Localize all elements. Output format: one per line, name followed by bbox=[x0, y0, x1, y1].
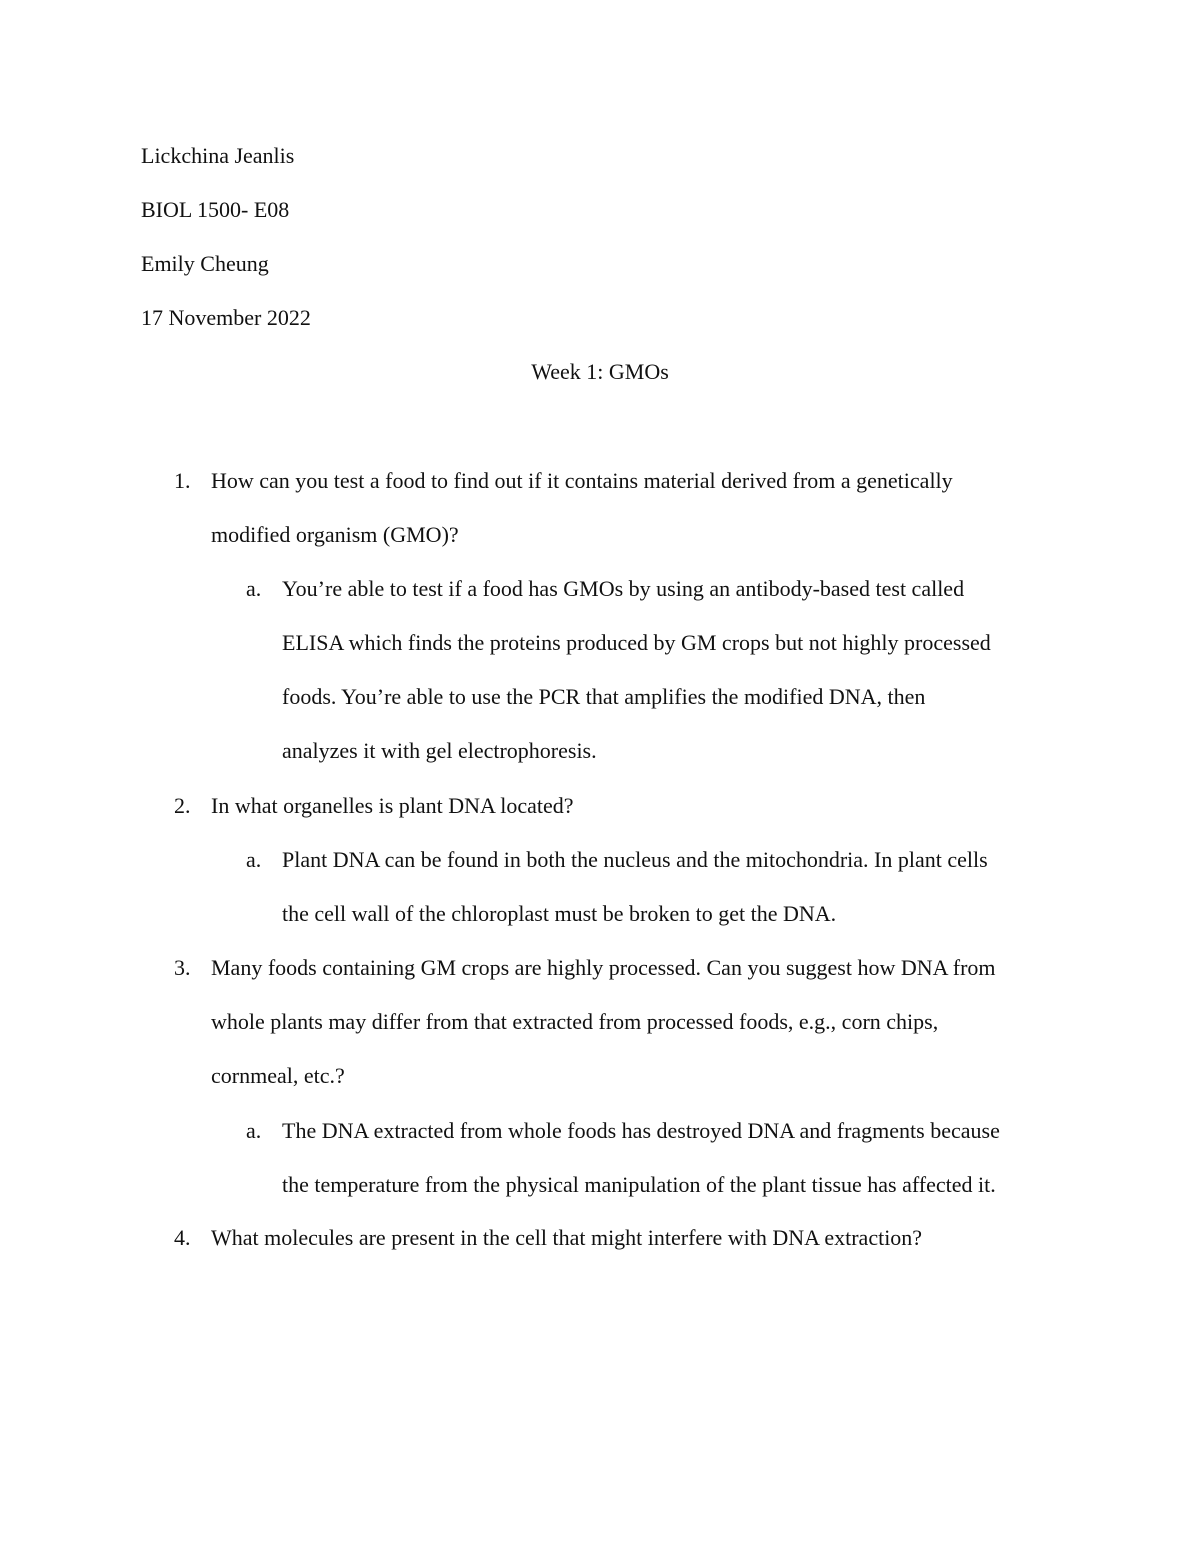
question-text-line: How can you test a food to find out if it contains material derived from a genetically bbox=[211, 468, 953, 493]
document-title: Week 1: GMOs bbox=[531, 359, 669, 384]
answer-letter: a. bbox=[246, 576, 262, 601]
answer-letter: a. bbox=[246, 847, 262, 872]
answer-text-line: ELISA which finds the proteins produced by GM crops but not highly processed bbox=[282, 630, 991, 655]
answer-text-line: The DNA extracted from whole foods has destroyed DNA and fragments because bbox=[282, 1118, 1000, 1143]
answer-text-line: the cell wall of the chloroplast must be broken to get the DNA. bbox=[282, 901, 837, 926]
student-name: Lickchina Jeanlis bbox=[141, 143, 295, 168]
answer-letter: a. bbox=[246, 1118, 262, 1143]
question-number: 1. bbox=[174, 468, 191, 493]
answer-text-line: the temperature from the physical manipulation of the plant tissue has affected it. bbox=[282, 1172, 996, 1197]
answer-text-line: Plant DNA can be found in both the nucleus and the mitochondria. In plant cells bbox=[282, 847, 988, 872]
document-date: 17 November 2022 bbox=[141, 305, 311, 330]
instructor-name: Emily Cheung bbox=[141, 251, 269, 276]
answer-text-line: foods. You’re able to use the PCR that amplifies the modified DNA, then bbox=[282, 684, 926, 709]
question-text-line: cornmeal, etc.? bbox=[211, 1063, 345, 1088]
answer-text-line: You’re able to test if a food has GMOs by using an antibody-based test called bbox=[282, 576, 965, 601]
answer-text-line: analyzes it with gel electrophoresis. bbox=[282, 738, 597, 763]
question-number: 3. bbox=[174, 955, 191, 980]
question-number: 2. bbox=[174, 793, 191, 818]
question-text-line: What molecules are present in the cell that might interfere with DNA extraction? bbox=[211, 1225, 923, 1250]
question-text-line: In what organelles is plant DNA located? bbox=[211, 793, 574, 818]
course-code: BIOL 1500- E08 bbox=[141, 197, 290, 222]
question-text-line: modified organism (GMO)? bbox=[211, 522, 459, 547]
question-number: 4. bbox=[174, 1225, 191, 1250]
question-text-line: whole plants may differ from that extracted from processed foods, e.g., corn chips, bbox=[211, 1009, 939, 1034]
question-text-line: Many foods containing GM crops are highly processed. Can you suggest how DNA from bbox=[211, 955, 996, 980]
